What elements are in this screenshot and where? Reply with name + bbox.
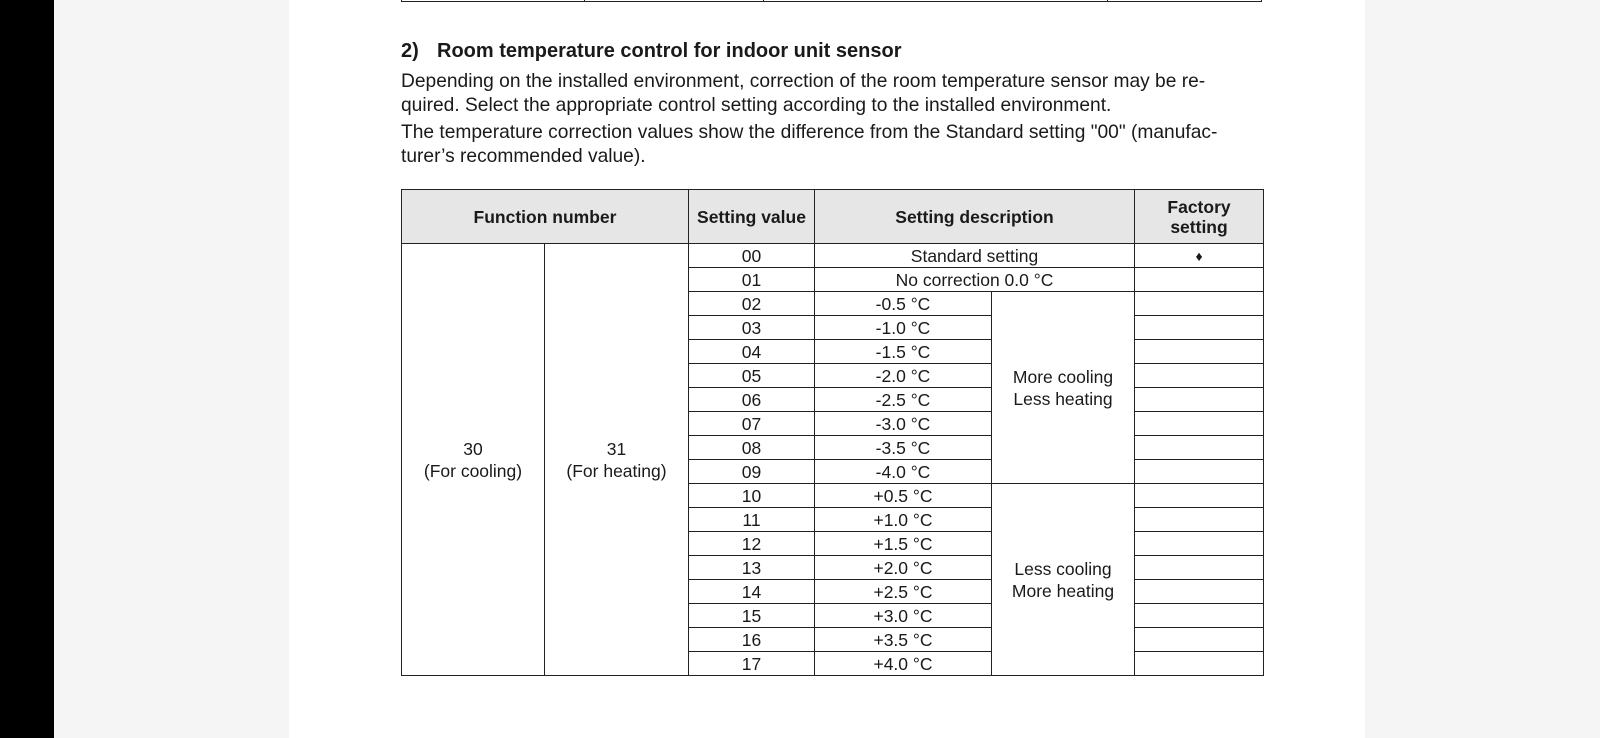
- function-cooling-number: 30: [463, 438, 483, 459]
- correction-value-cell: -1.5 °C: [815, 340, 992, 364]
- setting-value-cell: 02: [689, 292, 815, 316]
- factory-setting-cell: [1135, 484, 1264, 508]
- correction-value-cell: -0.5 °C: [815, 292, 992, 316]
- setting-description-cell: No correction 0.0 °C: [815, 268, 1135, 292]
- table-header-row: [402, 190, 1264, 244]
- correction-value-cell: +2.5 °C: [815, 580, 992, 604]
- header-function-number: Function number: [402, 190, 689, 244]
- correction-value-cell: -4.0 °C: [815, 460, 992, 484]
- factory-setting-cell: [1135, 580, 1264, 604]
- group-description-plus: [992, 484, 1135, 676]
- factory-setting-cell: [1135, 652, 1264, 676]
- left-margin-bar: [0, 0, 54, 738]
- description-paragraph-2: The temperature correction values show the difference from the Standard setting "00" (manufac-turer’s recommended value).: [401, 122, 1218, 167]
- factory-setting-cell: [1135, 604, 1264, 628]
- factory-setting-cell: [1135, 268, 1264, 292]
- setting-value-cell: 15: [689, 604, 815, 628]
- section-heading: [401, 40, 901, 63]
- correction-value-cell: -1.0 °C: [815, 316, 992, 340]
- header-factory-line2: setting: [1170, 216, 1228, 237]
- setting-value-cell: 00: [689, 244, 815, 268]
- previous-table-bottom-edge: [401, 0, 1262, 2]
- factory-setting-marker: ♦: [1135, 244, 1264, 268]
- section-number: 2): [401, 40, 419, 62]
- function-cooling-cell: [402, 244, 545, 676]
- correction-value-cell: -2.5 °C: [815, 388, 992, 412]
- correction-value-cell: -2.0 °C: [815, 364, 992, 388]
- setting-value-cell: 08: [689, 436, 815, 460]
- setting-value-cell: 07: [689, 412, 815, 436]
- setting-value-cell: 12: [689, 532, 815, 556]
- settings-table: [401, 189, 1264, 676]
- correction-value-cell: +0.5 °C: [815, 484, 992, 508]
- setting-value-cell: 10: [689, 484, 815, 508]
- correction-value-cell: +1.5 °C: [815, 532, 992, 556]
- factory-setting-cell: [1135, 508, 1264, 532]
- function-heating-cell: [545, 244, 689, 676]
- factory-setting-cell: [1135, 412, 1264, 436]
- factory-setting-cell: [1135, 628, 1264, 652]
- setting-value-cell: 06: [689, 388, 815, 412]
- factory-setting-cell: [1135, 532, 1264, 556]
- factory-setting-cell: [1135, 556, 1264, 580]
- factory-setting-cell: [1135, 460, 1264, 484]
- header-setting-description: Setting description: [815, 190, 1135, 244]
- setting-value-cell: 16: [689, 628, 815, 652]
- factory-setting-cell: [1135, 364, 1264, 388]
- correction-value-cell: +4.0 °C: [815, 652, 992, 676]
- setting-value-cell: 11: [689, 508, 815, 532]
- correction-value-cell: -3.0 °C: [815, 412, 992, 436]
- correction-value-cell: -3.5 °C: [815, 436, 992, 460]
- correction-value-cell: +2.0 °C: [815, 556, 992, 580]
- header-factory-setting: [1135, 190, 1264, 244]
- factory-setting-cell: [1135, 388, 1264, 412]
- setting-value-cell: 05: [689, 364, 815, 388]
- function-heating-number: 31: [606, 438, 627, 459]
- table-row: [402, 244, 1264, 268]
- setting-value-cell: 13: [689, 556, 815, 580]
- factory-setting-cell: [1135, 436, 1264, 460]
- factory-setting-cell: [1135, 316, 1264, 340]
- section-title: Room temperature control for indoor unit sensor: [437, 40, 902, 62]
- description-paragraph-1: Depending on the installed environment, correction of the room temperature sensor may be re-quired. Select the appropriate control setting according to the installed environment.: [401, 71, 1206, 116]
- setting-description-cell: Standard setting: [815, 244, 1135, 268]
- header-factory-line1: Factory: [1167, 196, 1231, 217]
- setting-value-cell: 01: [689, 268, 815, 292]
- group-minus-line2: Less heating: [1013, 388, 1113, 409]
- group-plus-line1: Less cooling: [1014, 558, 1112, 579]
- function-heating-label: (For heating): [566, 460, 667, 481]
- factory-setting-cell: [1135, 292, 1264, 316]
- group-description-minus: [992, 292, 1135, 484]
- group-minus-line1: More cooling: [1012, 366, 1114, 387]
- setting-value-cell: 17: [689, 652, 815, 676]
- header-setting-value: Setting value: [689, 190, 815, 244]
- function-cooling-label: (For cooling): [423, 460, 523, 481]
- correction-value-cell: +1.0 °C: [815, 508, 992, 532]
- setting-value-cell: 04: [689, 340, 815, 364]
- group-plus-line2: More heating: [1011, 580, 1115, 601]
- setting-value-cell: 03: [689, 316, 815, 340]
- correction-value-cell: +3.0 °C: [815, 604, 992, 628]
- correction-value-cell: +3.5 °C: [815, 628, 992, 652]
- setting-value-cell: 09: [689, 460, 815, 484]
- setting-value-cell: 14: [689, 580, 815, 604]
- factory-setting-cell: [1135, 340, 1264, 364]
